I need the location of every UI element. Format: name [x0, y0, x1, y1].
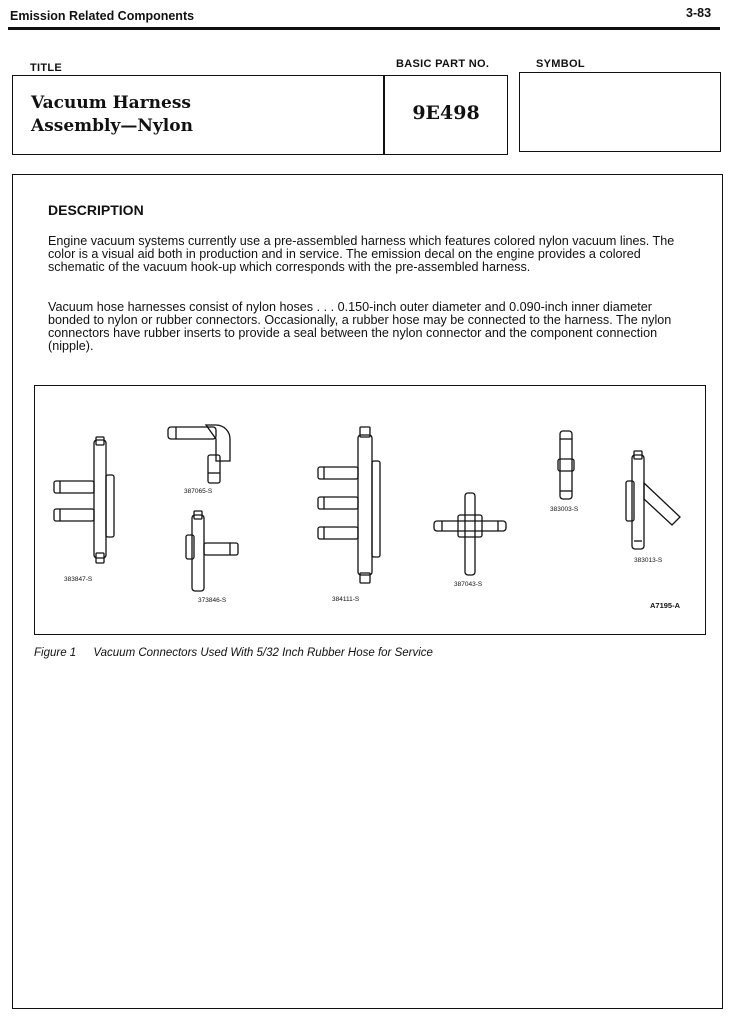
part-label-387043-s: 387043-S: [454, 581, 483, 588]
description-paragraph-1: Engine vacuum systems currently use a pre-assembled harness which features colored nylon vacuum lines. The color is a visual aid both in production and in service. The emission decal on the engine provides a colored schematic of the vacuum hook-up which corresponds with the pre-assembled harness.: [48, 234, 675, 274]
part-label-383013-s: 383013-S: [634, 557, 663, 564]
figure-caption-number: Figure 1: [34, 647, 77, 659]
description-heading: DESCRIPTION: [48, 202, 144, 218]
section-title: Emission Related Components: [10, 9, 195, 23]
title-label: TITLE: [30, 62, 63, 74]
component-title-line1: Vacuum Harness: [31, 93, 191, 113]
component-title: [31, 92, 193, 138]
symbol-label: SYMBOL: [536, 58, 585, 70]
page-number: 3-83: [686, 6, 712, 20]
connector-383013-s: [626, 451, 680, 549]
figure-caption: [34, 647, 433, 659]
component-title-line2: Assembly—Nylon: [31, 116, 193, 136]
figure-caption-text: Vacuum Connectors Used With 5/32 Inch Rubber Hose for Service: [93, 647, 433, 659]
connectors-illustration: [34, 385, 706, 635]
connector-384111-s: [318, 427, 380, 583]
part-label-383847-s: 383847-S: [64, 576, 93, 583]
part-label-387065-s: 387065-S: [184, 488, 213, 495]
connector-383003-s: [558, 431, 574, 499]
figure-id: A7195-A: [650, 601, 681, 610]
connector-387043-s: [434, 493, 506, 575]
part-label-373846-s: 373846-S: [198, 597, 227, 604]
description-paragraph-2: Vacuum hose harnesses consist of nylon hoses . . . 0.150-inch outer diameter and 0.090-inch inner diameter bonded to nylon or rubber connectors. Occasionally, a rubber hose may be connected to the harness. The nylon connectors have rubber inserts to provide a seal between the nylon connector and the component connection (nipple).: [48, 300, 672, 353]
symbol-box: [519, 72, 721, 152]
header-rule: [8, 27, 720, 30]
connector-373846-s: [186, 511, 238, 591]
connector-383847-s: [54, 437, 114, 563]
part-number: 9E498: [412, 102, 480, 124]
part-label-384111-s: 384111-S: [332, 596, 360, 603]
part-number-label: BASIC PART NO.: [396, 58, 490, 70]
part-label-383003-s: 383003-S: [550, 506, 579, 513]
connector-387065-s: [168, 425, 230, 483]
